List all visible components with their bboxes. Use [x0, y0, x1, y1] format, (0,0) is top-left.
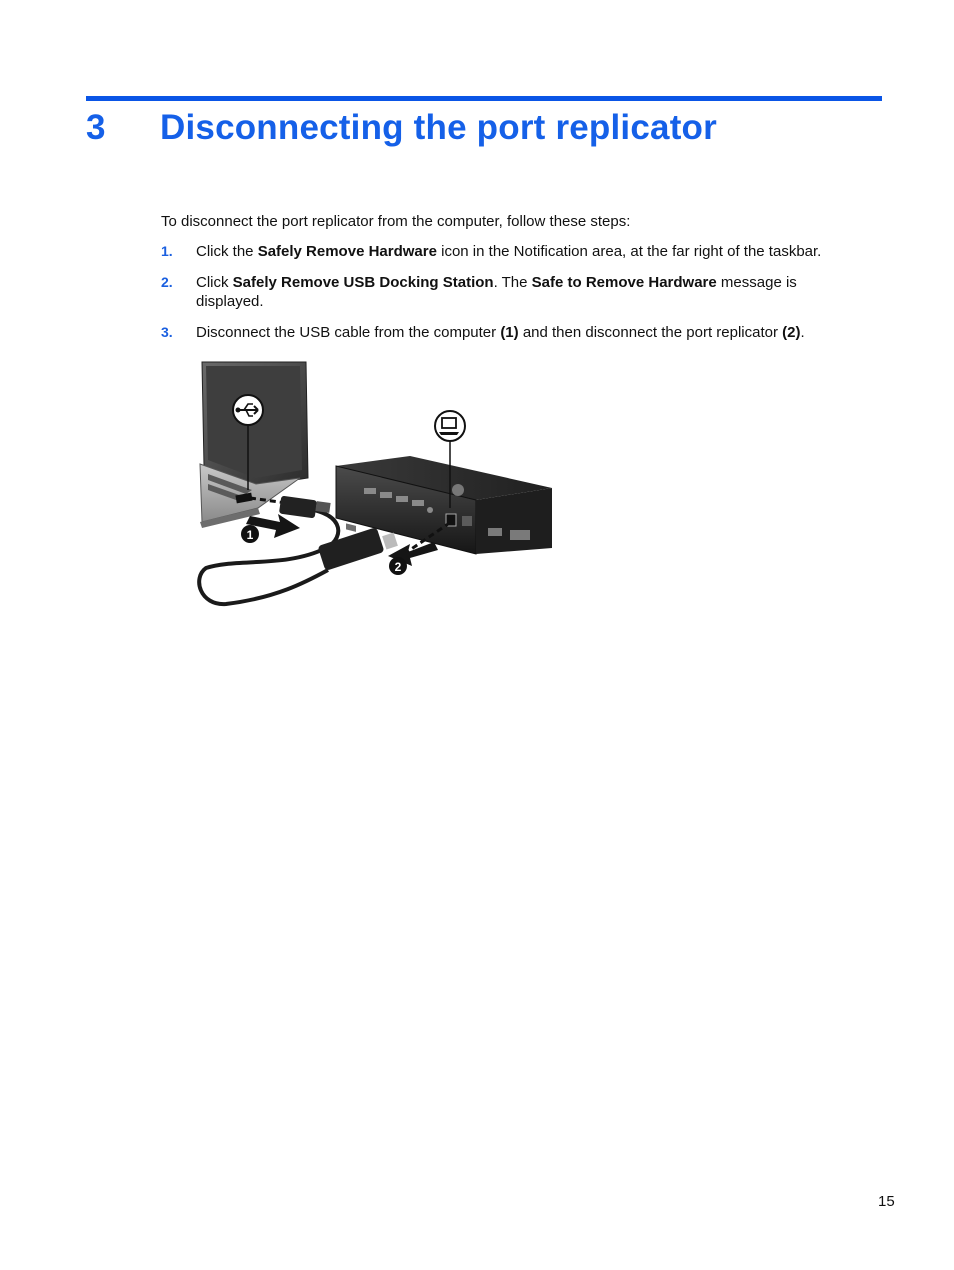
ui-term: Safe to Remove Hardware	[531, 274, 717, 291]
callout-ref: (2)	[782, 324, 801, 341]
step-number: 2.	[161, 274, 173, 290]
ui-term: Safely Remove USB Docking Station	[232, 274, 494, 291]
step-text-part: message is displayed.	[196, 274, 797, 310]
callout-ref: (1)	[500, 324, 519, 341]
intro-text: To disconnect the port replicator from the computer, follow these steps:	[161, 213, 631, 230]
step-number: 3.	[161, 324, 173, 340]
step-text-part: Click the	[196, 243, 258, 260]
chapter-number: 3	[86, 108, 106, 147]
usb-icon	[233, 395, 263, 425]
callout-1	[241, 525, 259, 543]
step-text-part: Click	[196, 274, 233, 291]
disconnect-illustration	[196, 358, 556, 608]
callout-2	[389, 557, 407, 575]
step-text	[196, 242, 886, 261]
step-text-part: . The	[493, 274, 532, 291]
step-text-part: Disconnect the USB cable from the computer	[196, 324, 501, 341]
step-text-part: icon in the Notification area, at the far right of the taskbar.	[436, 243, 822, 260]
callout-1-label: 1	[246, 528, 254, 542]
computer-icon	[435, 411, 465, 441]
illustration-svg	[196, 358, 556, 608]
step-text-part: .	[800, 324, 805, 341]
chapter-title: Disconnecting the port replicator	[160, 108, 717, 147]
step-text-part: and then disconnect the port replicator	[518, 324, 783, 341]
step-number: 1.	[161, 243, 173, 259]
step-text	[196, 323, 886, 342]
ui-term: Safely Remove Hardware	[257, 243, 437, 260]
step-text	[196, 273, 846, 311]
callout-2-label: 2	[394, 560, 402, 574]
chapter-rule	[86, 96, 882, 101]
page-number: 15	[878, 1193, 895, 1210]
